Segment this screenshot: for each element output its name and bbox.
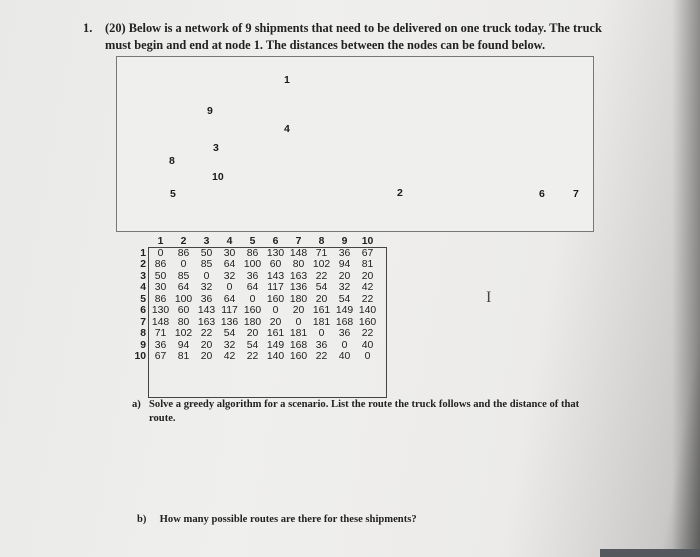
table-cell: 0 — [203, 270, 210, 282]
table-cell: 30 — [223, 247, 236, 259]
table-cell: 163 — [289, 270, 308, 282]
table-cell: 20 — [200, 351, 213, 362]
row-header: 7 — [140, 316, 146, 328]
row-header: 8 — [140, 328, 146, 339]
table-cell: 36 — [246, 270, 259, 282]
part-a-label: a) — [132, 399, 141, 410]
column-header: 9 — [341, 236, 348, 247]
table-cell: 86 — [246, 247, 259, 259]
table-cell: 0 — [157, 247, 164, 259]
row-header: 9 — [140, 339, 146, 351]
table-cell: 32 — [223, 270, 236, 282]
table-cell: 181 — [312, 316, 331, 328]
table-row — [124, 294, 379, 306]
table-row — [124, 328, 379, 340]
table-cell: 85 — [200, 259, 213, 270]
table-cell: 64 — [177, 282, 190, 293]
table-cell: 86 — [154, 293, 167, 305]
table-cell: 67 — [154, 351, 167, 362]
part-b — [137, 514, 417, 525]
table-cell: 22 — [315, 351, 328, 362]
table-cell: 50 — [154, 270, 167, 282]
table-cell: 94 — [338, 259, 351, 270]
question-text: (20) Below is a network of 9 shipments that need to be delivered on one truck today. The truck must begin and end at node 1. The distances between the nodes can be found below. — [105, 21, 602, 52]
row-header: 3 — [140, 270, 146, 282]
table-cell: 168 — [335, 316, 354, 328]
map-node: 3 — [213, 142, 219, 154]
table-cell: 36 — [338, 247, 351, 259]
table-row — [124, 259, 379, 271]
table-cell: 160 — [289, 351, 308, 362]
table-row — [124, 271, 379, 283]
map-node: 10 — [212, 171, 224, 183]
table-cell: 0 — [272, 305, 279, 316]
table-cell: 136 — [289, 282, 308, 293]
column-header: 1 — [157, 236, 164, 247]
table-cell: 54 — [223, 328, 236, 339]
table-cell: 64 — [246, 282, 259, 293]
table-cell: 117 — [267, 282, 284, 293]
table-cell: 149 — [266, 339, 285, 351]
table-cell: 80 — [292, 259, 305, 270]
distance-table — [124, 236, 379, 363]
table-cell: 20 — [246, 328, 259, 339]
table-cell: 54 — [338, 293, 351, 305]
map-node: 8 — [169, 155, 175, 167]
map-node: 5 — [170, 188, 176, 200]
map-node: 4 — [284, 123, 290, 135]
table-cell: 86 — [154, 259, 167, 270]
table-cell: 100 — [243, 259, 262, 270]
part-b-text: How many possible routes are there for these shipments? — [159, 514, 417, 525]
column-header: 8 — [318, 236, 325, 247]
table-cell: 0 — [364, 351, 371, 362]
table-cell: 180 — [289, 293, 308, 305]
column-header: 7 — [295, 236, 302, 247]
table-cell: 160 — [266, 293, 285, 305]
table-cell: 67 — [361, 247, 374, 259]
table-cell: 54 — [315, 282, 328, 293]
column-header: 10 — [361, 236, 374, 247]
table-cell: 85 — [177, 270, 190, 282]
table-cell: 148 — [151, 316, 170, 328]
table-row — [124, 351, 379, 363]
table-cell: 143 — [197, 305, 216, 316]
table-cell: 64 — [223, 293, 236, 305]
table-cell: 81 — [361, 259, 374, 270]
table-row — [124, 340, 379, 352]
table-cell: 102 — [312, 259, 331, 270]
table-cell: 22 — [200, 328, 213, 339]
table-cell: 161 — [266, 328, 285, 339]
table-cell: 42 — [361, 282, 374, 293]
table-cell: 0 — [318, 328, 325, 339]
table-cell: 40 — [361, 339, 374, 351]
table-cell: 71 — [154, 328, 167, 339]
table-cell: 160 — [358, 316, 377, 328]
table-cell: 140 — [266, 351, 285, 362]
table-cell: 161 — [312, 305, 331, 316]
row-header: 10 — [134, 351, 146, 362]
bottom-edge-object — [600, 549, 700, 557]
table-cell: 64 — [223, 259, 236, 270]
table-cell: 94 — [177, 339, 190, 351]
table-cell: 60 — [269, 259, 282, 270]
table-cell: 130 — [151, 305, 170, 316]
table-cell: 180 — [243, 316, 262, 328]
table-cell: 20 — [338, 270, 351, 282]
question-number: 1. — [83, 21, 93, 35]
table-row — [124, 317, 379, 329]
table-cell: 60 — [177, 305, 190, 316]
table-cell: 71 — [315, 247, 328, 259]
column-header: 3 — [203, 236, 210, 247]
table-row — [124, 248, 379, 260]
table-cell: 54 — [246, 339, 259, 351]
table-cell: 32 — [338, 282, 351, 293]
network-map — [116, 56, 594, 232]
table-cell: 22 — [361, 293, 374, 305]
column-header: 4 — [226, 236, 233, 247]
table-cell: 36 — [338, 328, 351, 339]
text-cursor-icon: I — [486, 289, 492, 306]
table-cell: 30 — [154, 282, 167, 293]
row-header: 5 — [140, 293, 146, 305]
table-cell: 36 — [200, 293, 213, 305]
table-cell: 149 — [335, 305, 354, 316]
table-cell: 40 — [338, 351, 351, 362]
table-cell: 20 — [292, 305, 305, 316]
table-cell: 181 — [289, 328, 308, 339]
row-header: 1 — [140, 247, 146, 259]
column-header: 2 — [180, 236, 187, 247]
table-cell: 168 — [289, 339, 308, 351]
table-cell: 160 — [243, 305, 262, 316]
table-row — [124, 282, 379, 294]
table-cell: 102 — [174, 328, 193, 339]
table-cell: 20 — [269, 316, 282, 328]
part-b-label: b) — [137, 514, 147, 525]
table-cell: 86 — [177, 247, 190, 259]
distance-table-header-row — [124, 236, 379, 248]
table-cell: 81 — [177, 351, 190, 362]
table-row — [124, 305, 379, 317]
table-cell: 163 — [197, 316, 216, 328]
row-header: 6 — [140, 305, 146, 316]
map-node: 9 — [207, 105, 213, 117]
row-header: 2 — [140, 259, 146, 270]
table-cell: 22 — [315, 270, 328, 282]
table-cell: 100 — [174, 293, 193, 305]
table-cell: 20 — [315, 293, 328, 305]
row-header: 4 — [140, 282, 146, 293]
table-cell: 32 — [200, 282, 213, 293]
table-cell: 42 — [223, 351, 236, 362]
table-cell: 0 — [226, 282, 233, 293]
table-cell: 148 — [289, 247, 308, 259]
table-cell: 20 — [200, 339, 213, 351]
table-cell: 32 — [223, 339, 236, 351]
table-cell: 140 — [358, 305, 377, 316]
map-node: 6 — [539, 188, 545, 200]
table-cell: 0 — [295, 316, 302, 328]
table-cell: 20 — [361, 270, 374, 282]
table-cell: 36 — [154, 339, 167, 351]
table-cell: 80 — [177, 316, 190, 328]
page-edge-shadow — [672, 0, 700, 557]
table-cell: 117 — [221, 305, 238, 316]
table-cell: 50 — [200, 247, 213, 259]
corner-cell — [124, 236, 149, 248]
map-node: 7 — [573, 188, 579, 200]
table-cell: 130 — [266, 247, 285, 259]
table-cell: 0 — [249, 293, 256, 305]
table-cell: 0 — [180, 259, 187, 270]
table-cell: 0 — [341, 339, 348, 351]
column-header: 5 — [249, 236, 256, 247]
table-cell: 22 — [246, 351, 259, 362]
column-header: 6 — [272, 236, 279, 247]
table-cell: 22 — [361, 328, 374, 339]
map-node: 1 — [284, 74, 290, 86]
table-cell: 136 — [220, 316, 239, 328]
table-cell: 36 — [315, 339, 328, 351]
part-a-text: Solve a greedy algorithm for a scenario. List the route the truck follows and the distance of that route. — [149, 399, 580, 424]
map-node: 2 — [397, 187, 403, 199]
table-cell: 143 — [266, 270, 285, 282]
